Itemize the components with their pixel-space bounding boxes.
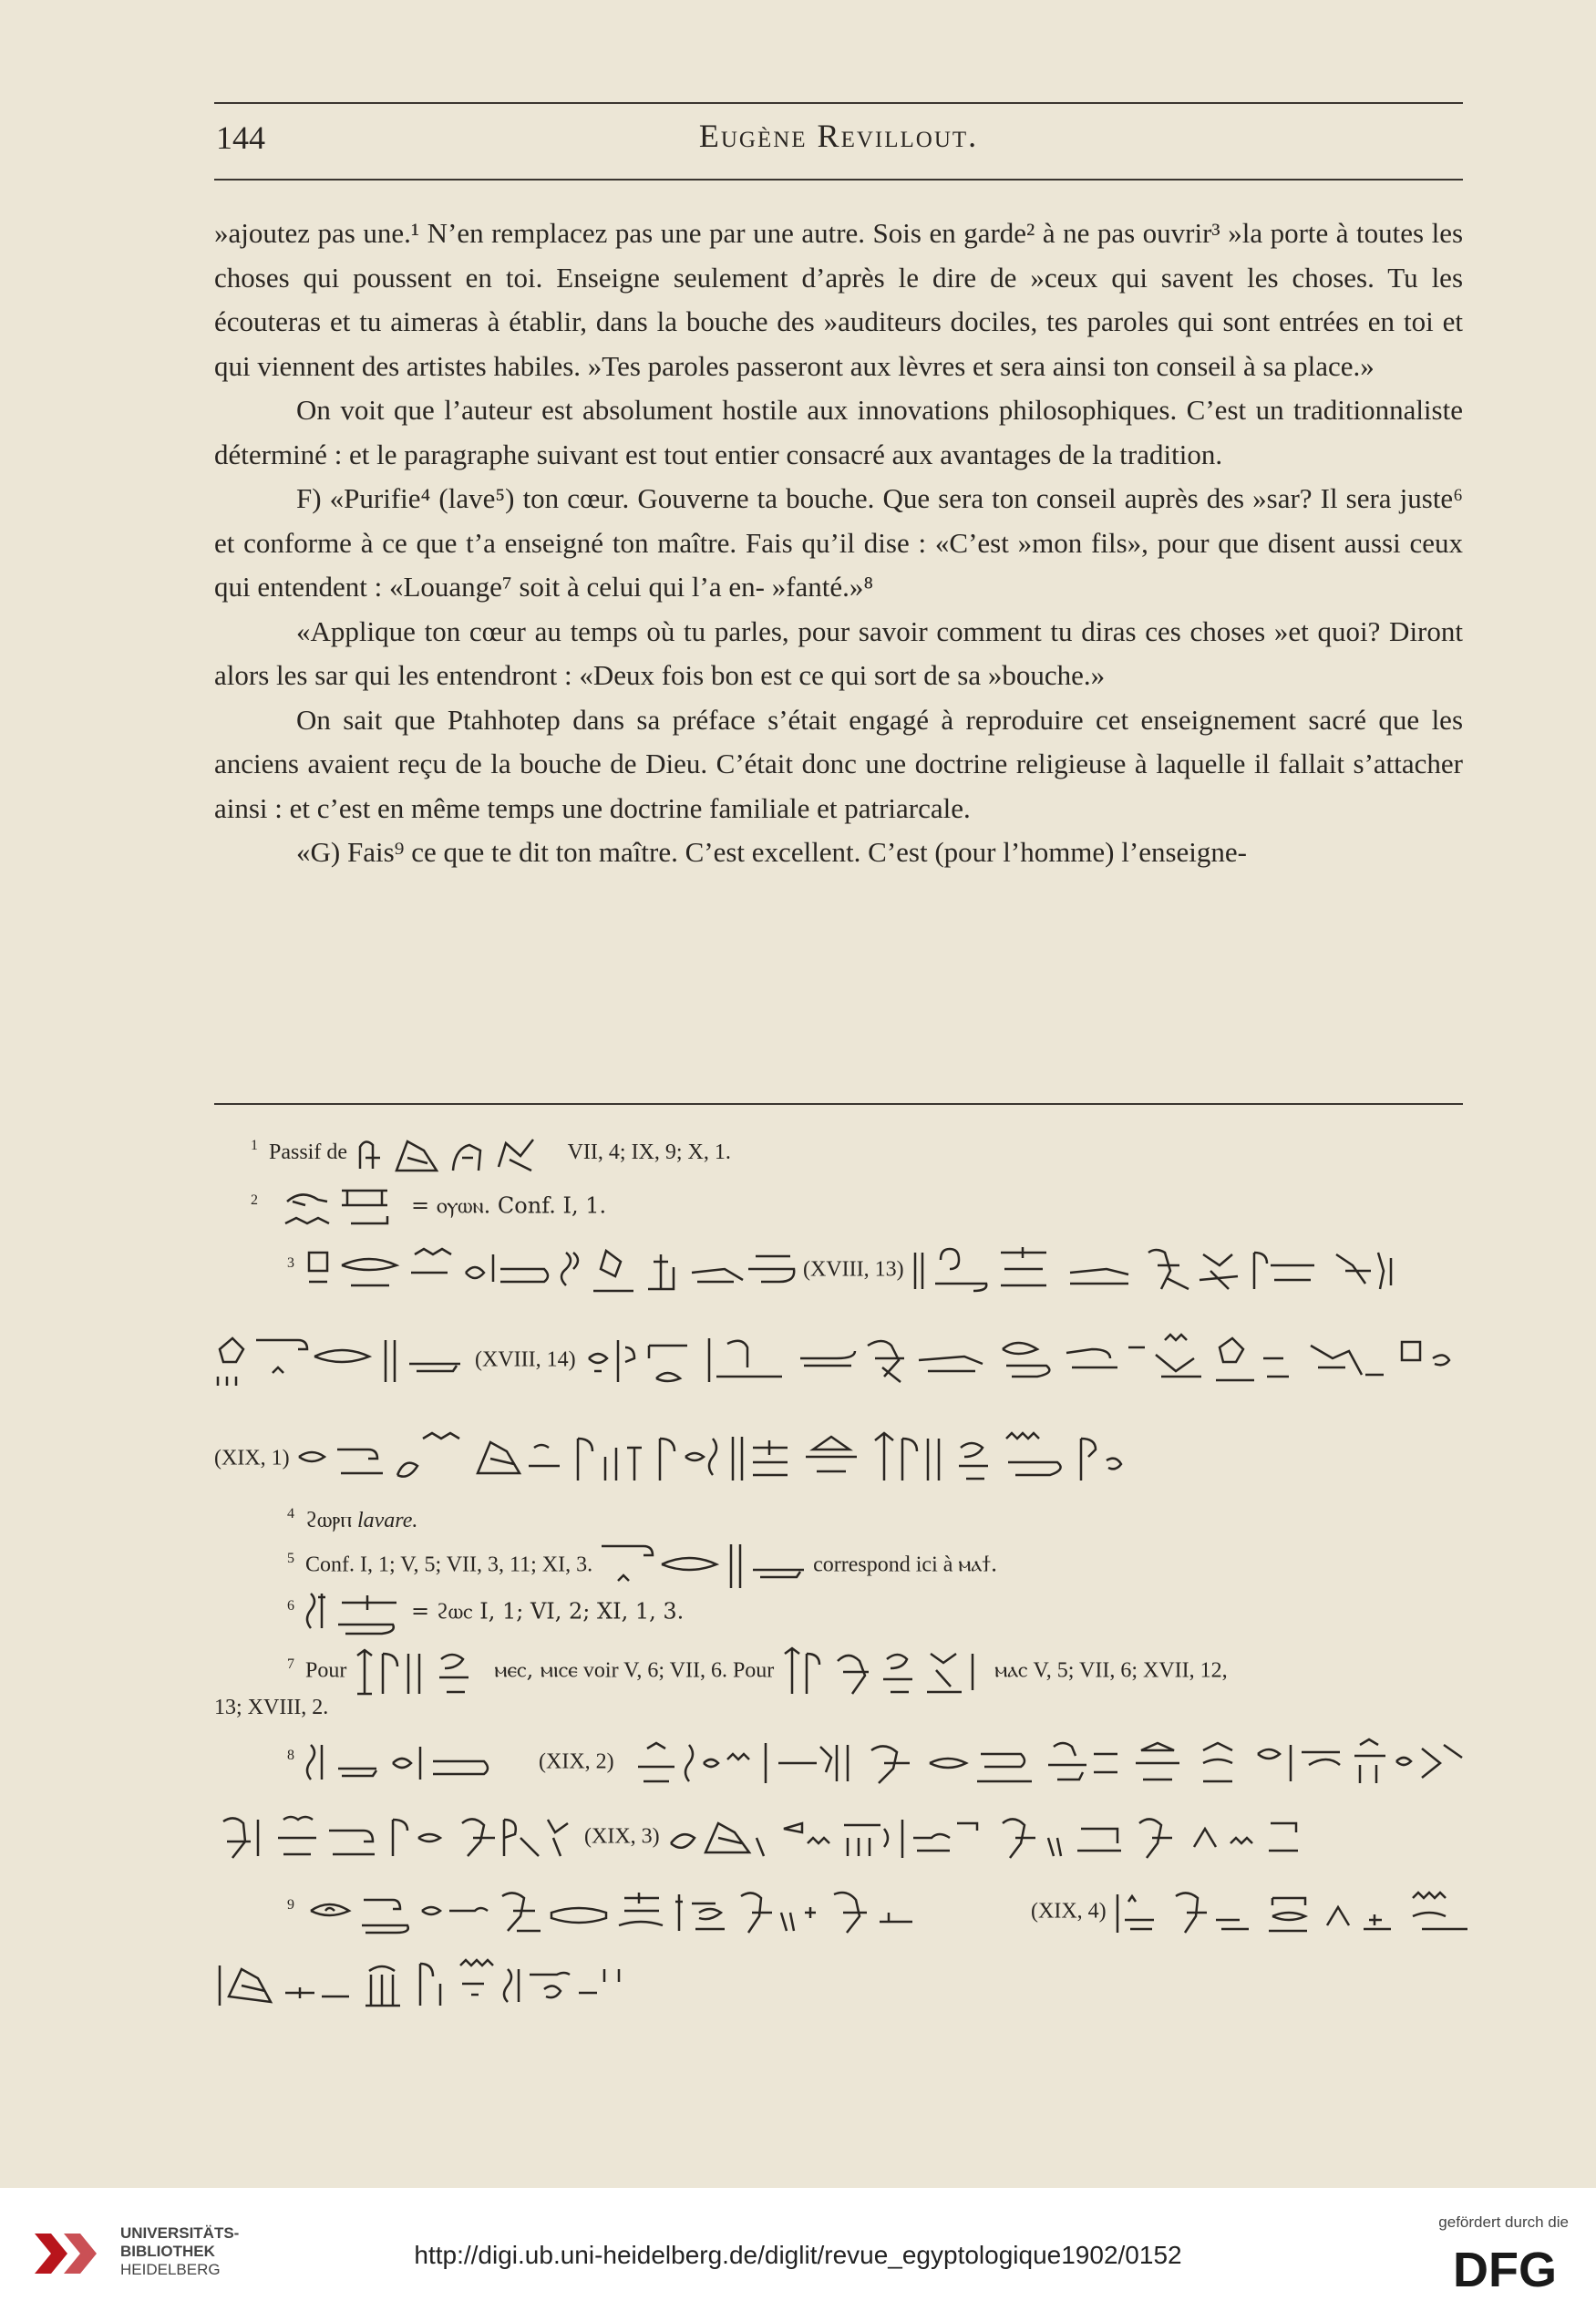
footnote-number: 5	[287, 1550, 294, 1566]
footnote-number: 7	[287, 1656, 294, 1672]
footnote-number: 2	[251, 1192, 258, 1208]
p4-line: »et quoi? Diront alors les sar qui les entendront : «Deux fois bon est ce qui sort de sa	[214, 614, 1463, 691]
footnote-ref: (XVIII, 13)	[803, 1257, 904, 1282]
coptic-word: ⲙⲁϯ.	[958, 1551, 998, 1577]
page-number: 144	[216, 119, 265, 156]
footnote-5	[287, 1537, 1536, 1595]
footnote-text: = ⲟⲩⲱⲛ. Conf. I, 1.	[411, 1192, 607, 1219]
hieroglyph-group-icon	[665, 1811, 1303, 1865]
footnote-4	[287, 1499, 1536, 1536]
hieroglyph-group-icon	[352, 1646, 489, 1697]
page-header	[214, 117, 1463, 162]
footnote-ref: (XIX, 4)	[1031, 1899, 1107, 1924]
footnote-ref: (XIX, 3)	[584, 1824, 660, 1849]
footnote-separator-rule	[214, 1103, 1463, 1105]
footnote-3-line-1	[287, 1243, 1536, 1298]
header-bottom-rule	[214, 179, 1463, 181]
p2-line: On voit que l’auteur est absolument hostile aux innovations philosophiques. C’est un	[296, 394, 1284, 426]
p3-line: »sar? Il sera juste⁶ et conforme à ce que t’a enseigné ton maître. Fais qu’il dise : «C’est	[214, 482, 1464, 559]
hieroglyph-group-icon	[910, 1243, 1420, 1298]
coptic-word: ⲙⲉⲥ, ⲙⲓⲥⲉ	[494, 1656, 578, 1683]
latin-gloss: lavare.	[356, 1509, 418, 1532]
paragraph-2	[214, 388, 1463, 477]
source-url-link[interactable]: http://digi.ub.uni-heidelberg.de/diglit/revue_egyptologique1902/0152	[414, 2241, 1182, 2269]
footnote-3-line-2	[214, 1331, 1463, 1391]
footnote-8-line-1	[287, 1736, 1536, 1790]
footnote-number: 9	[287, 1896, 294, 1913]
hieroglyph-group-icon	[305, 1738, 533, 1789]
dfg-logo-icon	[1441, 2241, 1569, 2294]
running-title: Eugène Revillout.	[698, 118, 979, 154]
digitization-footer	[0, 2188, 1596, 2311]
footnote-text: V, 5; VII, 6; XVII, 12,	[1033, 1658, 1228, 1683]
p5-line: On sait que Ptahhotep dans sa préface s’était engagé à reproduire cet enseignement	[296, 703, 1296, 736]
paragraph-4	[214, 610, 1463, 698]
footnote-number: 1	[251, 1138, 258, 1153]
hieroglyph-group-icon	[269, 1181, 406, 1234]
p1-line: »Tes paroles passeront aux lèvres et sera ainsi ton conseil à sa place.»	[587, 349, 1375, 382]
p2-line: traditionnaliste déterminé : et le paragraphe suivant est tout entier consacré aux avantages	[214, 394, 1463, 470]
hieroglyph-group-icon	[214, 1956, 643, 2015]
footnote-text: Passif de	[269, 1140, 347, 1164]
p1-line: »auditeurs dociles, tes paroles qui sont entrées en toi et qui viennent des artistes habiles.	[214, 305, 1463, 382]
footnote-number: 3	[287, 1254, 294, 1271]
p3-line: »mon fils», pour que disent aussi ceux qui entendent : «Louange⁷ soit à celui qui l’a en-	[214, 526, 1463, 603]
p5-line: à laquelle il fallait s’attacher ainsi : et c’est en même temps une doctrine familiale et	[214, 748, 1463, 824]
footnote-number: 8	[287, 1747, 294, 1763]
paragraph-1	[214, 211, 1463, 388]
p3-line: »fanté.»⁸	[771, 571, 874, 603]
p5-line: sacré que les anciens avaient reçu de la bouche de Dieu. C’était donc une doctrine religieuse	[214, 703, 1464, 779]
header-top-rule	[214, 102, 1463, 104]
footnote-text: VII, 4; IX, 9; X, 1.	[567, 1140, 731, 1164]
svg-text:DFG: DFG	[1453, 2243, 1557, 2294]
footnote-7-continuation	[214, 1692, 1463, 1723]
footnote-9-line-2	[214, 1956, 1463, 2015]
p4-line: «Applique ton cœur au temps où tu parles, pour savoir comment tu diras ces choses	[296, 614, 1266, 647]
footnote-1	[251, 1130, 1499, 1176]
footnote-6	[287, 1588, 1536, 1639]
footnote-number: 4	[287, 1506, 294, 1522]
footnote-7	[287, 1645, 1536, 1699]
p1-line: »la porte à toutes les choses qui poussent en toi. Enseigne seulement d’après le dire de	[214, 217, 1464, 294]
library-name: UNIVERSITÄTS- BIBLIOTHEK HEIDELBERG	[120, 2224, 240, 2278]
p5-line: patriarcale.	[844, 791, 971, 824]
hieroglyph-group-icon	[305, 1885, 1025, 1940]
hieroglyph-group-icon	[1112, 1885, 1495, 1940]
hieroglyph-group-icon	[305, 1245, 798, 1296]
hieroglyph-group-icon	[214, 1811, 579, 1865]
funding-caption: gefördert durch die	[1438, 2213, 1569, 2231]
p4-line: »bouche.»	[987, 659, 1106, 691]
p1-line: »ajoutez pas une.¹ N’en remplacez pas une par une autre. Sois en garde² à ne pas ouvrir³	[214, 217, 1220, 249]
footnote-text: voir V, 6; VII, 6. Pour	[582, 1658, 775, 1683]
hieroglyph-group-icon	[582, 1331, 1457, 1391]
hieroglyph-group-icon	[305, 1588, 406, 1639]
footnote-text: Pour	[305, 1658, 347, 1683]
p3-line: F) «Purifie⁴ (lave⁵) ton cœur. Gouverne ta bouche. Que sera ton conseil auprès des	[296, 482, 1245, 514]
hieroglyph-group-icon	[214, 1331, 469, 1391]
hieroglyph-group-icon	[598, 1537, 808, 1595]
footnote-ref: (XIX, 1)	[214, 1446, 290, 1470]
footnote-2	[251, 1181, 1499, 1234]
p2-line: de la tradition.	[1058, 438, 1223, 470]
hieroglyph-group-icon	[779, 1645, 989, 1699]
paragraph-5	[214, 698, 1463, 831]
hieroglyph-group-icon	[295, 1429, 1261, 1490]
coptic-word: ⲙⲁⲥ	[994, 1656, 1028, 1683]
footnote-3-line-3	[214, 1429, 1463, 1490]
footnote-text: Conf. I, 1; V, 5; VII, 3, 11; XI, 3.	[305, 1553, 593, 1577]
hieroglyph-group-icon	[620, 1736, 1477, 1790]
p6-line: «G) Fais⁹ ce que te dit ton maître. C’est excellent. C’est (pour l’homme) l’enseigne-	[296, 836, 1247, 868]
footnote-ref: (XVIII, 14)	[475, 1347, 576, 1372]
footnote-text: 13; XVIII, 2.	[214, 1696, 329, 1719]
footnote-number: 6	[287, 1597, 294, 1614]
paragraph-3	[214, 477, 1463, 610]
footnote-8-line-2	[214, 1811, 1463, 1865]
hieroglyph-group-icon	[353, 1130, 562, 1176]
footnote-9-line-1	[287, 1885, 1536, 1940]
footnote-text: = ϩⲱⲥ I, 1; VI, 2; XI, 1, 3.	[411, 1598, 685, 1625]
paragraph-6	[214, 831, 1463, 875]
p1-line: »ceux qui savent les choses. Tu les écouteras et tu aimeras à établir, dans la bouche des	[214, 261, 1464, 337]
footnote-text: correspond ici à	[813, 1553, 953, 1577]
coptic-word: ϩⲱⲣⲡ	[305, 1507, 352, 1532]
body-text	[214, 211, 1463, 875]
footnote-ref: (XIX, 2)	[539, 1749, 614, 1774]
